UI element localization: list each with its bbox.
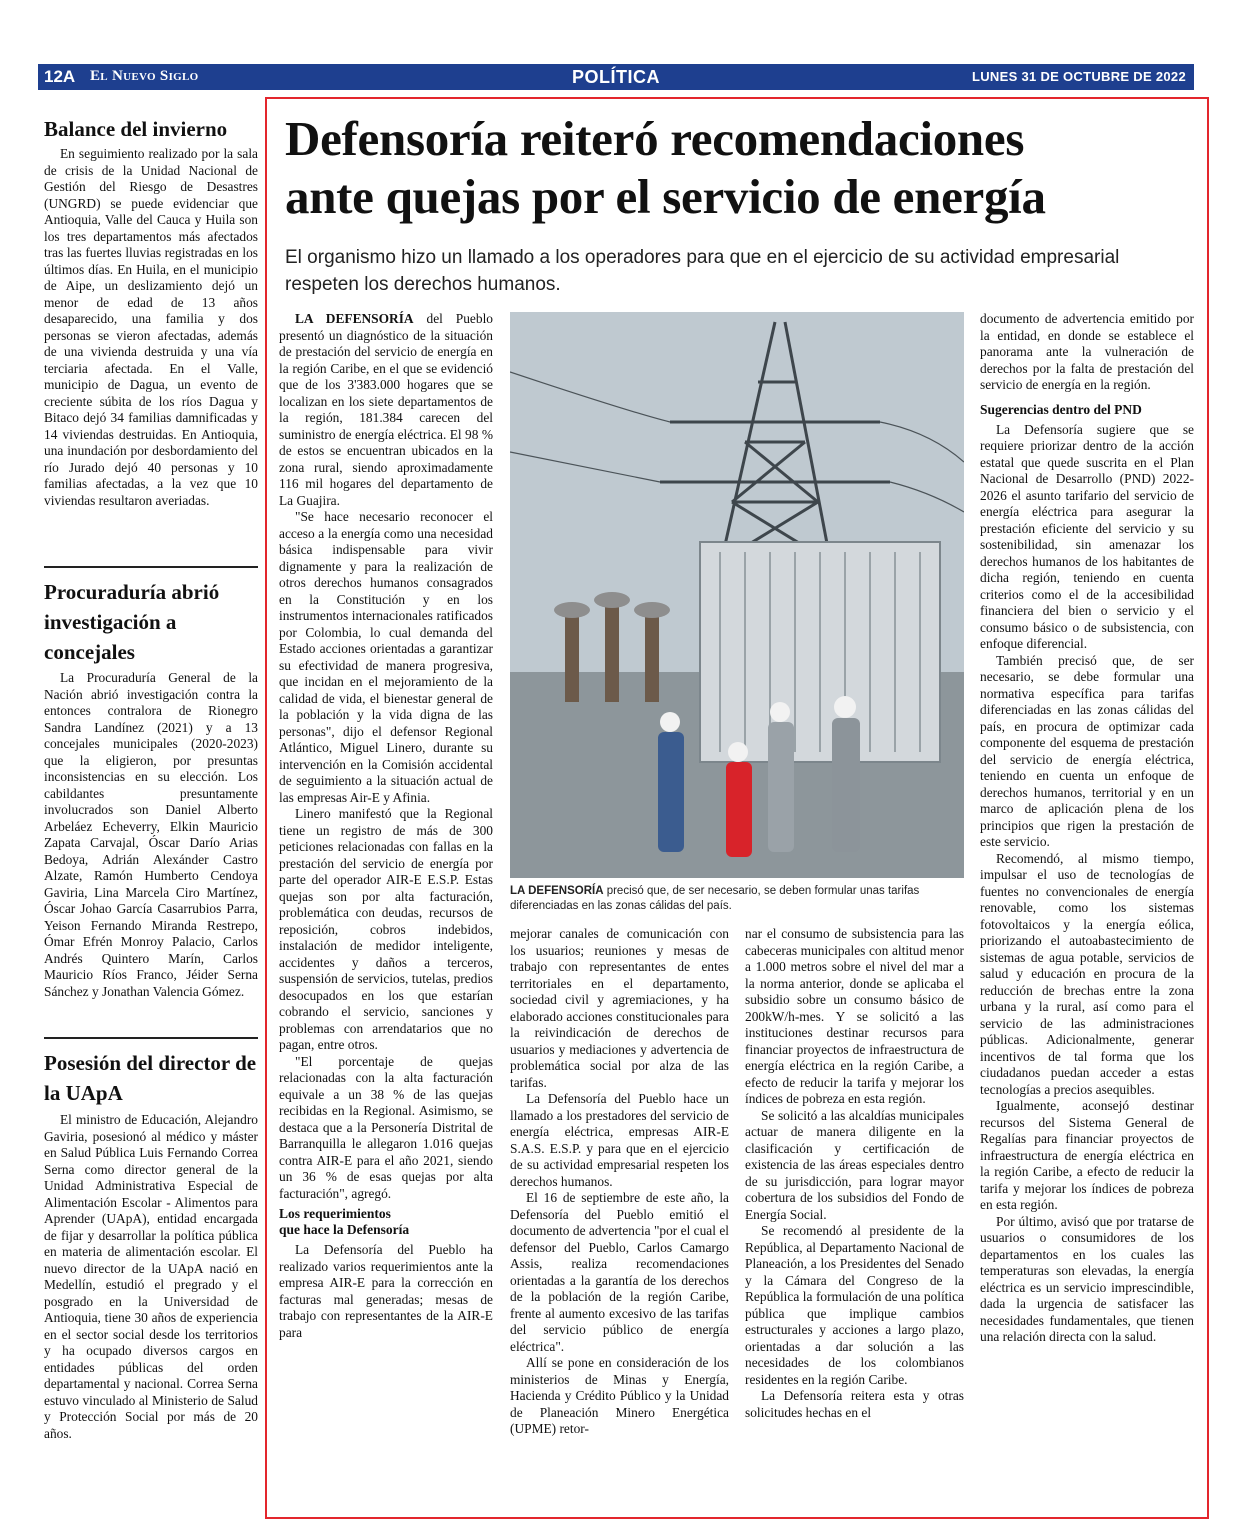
article-paragraph: La Defensoría del Pueblo ha realizado varios requerimientos ante la empresa AIR-E para la corrección en facturas mal generadas; mesas de trabajo con representantes de la AIR-E para: [279, 1242, 493, 1340]
article-column-3: [745, 926, 964, 1421]
article-paragraph: También precisó que, de ser necesario, se debe formular una normativa específica para tarifas diferenciadas en las zonas cálidas del país, en procura de optimizar cada componente del esquema de prestación del servicio de energía eléctrica, teniendo en cuenta un enfoque de derechos humanos, territorial y en un marco de aplicación plena de los principios que rigen la prestación de este servicio.: [980, 652, 1194, 849]
sidebar-paragraph: La Procuraduría General de la Nación abrió investigación contra la entonces contralora de Rionegro Sandra Landínez (2021) y a 13 concejales municipales (2020-2023) que la eligieron, por presuntas inconsistencias en su elección. Los cabildantes presuntamente involucrados son Daniel Alberto Arbeláez Echeverry, Elkin Mauricio Zapata Carvajal, Óscar Darío Arias Bedoya, Adrián Alexánder Castro Alzate, Ramón Humberto Cendoya Gaviria, Lina Marcela Ciro Martínez, Óscar Johao García Casarrubios Parra, Yeison Fernando Miranda Restrepo, Ómar Efrén Monroy Palacio, Carlos Andrés Quintero Marín, Carlos Mauricio Ríos Franco, Jéider Serna Sánchez y Jonathan Valencia Gómez.: [44, 670, 258, 999]
issue-date: LUNES 31 DE OCTUBRE DE 2022: [972, 69, 1186, 84]
newspaper-name: El Nuevo Siglo: [90, 68, 199, 84]
article-headline: [285, 110, 1185, 226]
article-paragraph: La Defensoría sugiere que se requiere priorizar dentro de la acción estatal que quede suscrita en el Plan Nacional de Desarrollo (PND) 2022- 2026 el asunto tarifario del servicio de energía eléctrica para asegurar la prestación eficiente del servicio y su sostenibilidad, sin amenazar los derechos humanos de los habitantes de dicha región, teniendo en cuenta criterios como el de la accesibilidad financiera del bien o servicio y el consumo básico o de subsistencia, con enfoque diferencial.: [980, 421, 1194, 651]
article-paragraph: Allí se pone en consideración de los ministerios de Minas y Energía, Hacienda y Crédito Público y la Unidad de Planeación Minero Energética (UPME) retor-: [510, 1355, 729, 1436]
section-name: POLÍTICA: [572, 67, 660, 87]
sidebar-title-procuraduria: Procuraduría abrió investigación a concejales: [44, 580, 220, 664]
sidebar-divider: [44, 1037, 258, 1039]
article-paragraph: "Se hace necesario reconocer el acceso a la energía como una necesidad básica indispensable para vivir dignamente y para la realización de otros derechos humanos consagrados en la Constitución y en los instrumentos internacionales ratificados por Colombia, lo cual demanda del Estado acciones orientadas a garantizar su efectividad de manera progresiva, que incidan en el mejoramiento de la calidad de vida, el bienestar general de la población y la vida digna de las personas", dijo el defensor Regional Atlántico, Miguel Linero, durante su intervención en la Comisión accidental de seguimiento a la situación actual de las empresas Air-E y Afinia.: [279, 509, 493, 805]
article-paragraph: Por último, avisó que por tratarse de usuarios o consumidores de los departamentos en los cuales las temperaturas son elevadas, la energía eléctrica es un servicio imprescindible, dada la urgencia de satisfacer las necesidades fundamentales, que tienen una relación directa con la salud.: [980, 1213, 1194, 1344]
sidebar-body-procuraduria: [44, 670, 258, 1000]
article-photo: [510, 312, 964, 878]
caption-lead-in: LA DEFENSORÍA: [510, 885, 604, 897]
subheading-pnd: Sugerencias dentro del PND: [980, 401, 1142, 417]
headline-line: Defensoría reiteró recomendaciones: [285, 111, 1025, 166]
photo-caption: [510, 884, 964, 914]
article-paragraph: Se solicitó a las alcaldías municipales actuar de manera diligente en la clasificación y certificación de existencia de las áreas especiales dentro de su jurisdicción, para lograr mayor cobertura de los subsidios del Fondo de Energía Social.: [745, 1107, 964, 1222]
sidebar-paragraph: En seguimiento realizado por la sala de crisis de la Unidad Nacional de Gestión del Riesgo de Desastres (UNGRD) se puede evidenciar que Antioquia, Valle del Cauca y Huila son los tres departamentos más afectados tras las fuertes lluvias registradas en los últimos días. En Huila, en el municipio de Aipe, un deslizamiento dejó un menor de edad de 13 años desaparecido, una familia y dos personas se vieron afectadas, además de una vivienda destruida y una vía terciaria afectada. En el Valle, municipio de Dagua, un evento de creciente súbita de los ríos Dagua y Bitaco dejó 34 familias damnificadas y 14 viviendas destruidas. En Antioquia, una inundación por desbordamiento del río Jurado dejó 40 personas y 10 familias afectadas, a la vez que 10 viviendas resultaron averiadas.: [44, 146, 258, 508]
article-paragraph: Igualmente, aconsejó destinar recursos del Sistema General de Regalías para financiar proyectos de infraestructura de energía eléctrica en la región Caribe, a efecto de reducir la tarifa y mejorar los índices de pobreza en esta región.: [980, 1098, 1194, 1212]
article-paragraph: La Defensoría reitera esta y otras solicitudes hechas en el: [745, 1388, 964, 1420]
article-paragraph: [279, 311, 493, 509]
article-paragraph: "El porcentaje de quejas relacionadas con la alta facturación equivale a un 38 % de las quejas recibidas en la Regional. Asimismo, se destaca que a la Personería Distrital de Barranquilla le allegaron 1.016 quejas contra AIR-E para el año 2021, siendo un 36 % de esas quejas por alta facturación", agregó.: [279, 1053, 493, 1201]
substation-illustration: [510, 312, 964, 878]
subheading-line: que hace la Defensoría: [279, 1222, 410, 1237]
article-paragraph: La Defensoría del Pueblo hace un llamado a los prestadores del servicio de energía eléctrica, empresas AIR-E S.A.S. E.S.P. y para que en el ejercicio de su actividad empresarial respeten los derechos humanos.: [510, 1091, 729, 1189]
sidebar-paragraph: El ministro de Educación, Alejandro Gaviria, posesionó al médico y máster en Salud Pública Luis Fernando Correa Serna como director general de la Unidad Administrativa Especial de Alimentación Escolar - Alimentos para Aprender (UApA), entidad encargada de fijar y desarrollar la política pública en materia de alimentación escolar. El nuevo director de la UApA nació en Medellín, estudió el pregrado y el posgrado en la Universidad de Antioquia, tiene 30 años de experiencia en el sector social desde los territorios y ha ocupado diversos cargos en entidades públicas del orden departamental y nacional. Correa Serna estuvo vinculado al Ministerio de Salud y Protección Social por más de 20 años.: [44, 1112, 258, 1441]
sidebar-divider: [44, 566, 258, 568]
article-paragraph: Se recomendó al presidente de la República, al Departamento Nacional de Planeación, a los Presidentes del Senado y la Cámara del Congreso de la República la formulación de una política pública que implique cambios estructurales y acciones a largo plazo, orientadas a dar solución a las necesidades de los colombianos residentes en la región Caribe.: [745, 1223, 964, 1387]
headline-line: ante quejas por el servicio de energía: [285, 169, 1046, 224]
article-paragraph: nar el consumo de subsistencia para las cabeceras municipales con altitud menor a 1.000 metros sobre el nivel del mar a la norma anterior, donde se aplicaba el subsidio sobre un consumo básico de 200kW/h-mes. Y se solicitó a las instituciones destinar recursos para financiar proyectos de infraestructura de energía eléctrica en la región Caribe, a efecto de reducir la tarifa y mejorar los índices de pobreza en esta región.: [745, 926, 964, 1106]
article-paragraph: El 16 de septiembre de este año, la Defensoría del Pueblo emitió el documento de advertencia "por el cual el defensor del Pueblo, Carlos Camargo Assis, realiza recomendaciones orientadas a la garantía de los derechos de la población de la región Caribe, frente al aumento excesivo de las tarifas del servicio público de energía eléctrica".: [510, 1190, 729, 1354]
sidebar-title-balance: Balance del invierno: [44, 117, 228, 141]
article-column-2: [510, 926, 729, 1438]
page-number: 12A: [44, 67, 76, 86]
article-paragraph: mejorar canales de comunicación con los usuarios; reuniones y mesas de trabajo con representantes de entes territoriales en el departamento, sociedad civil y agremiaciones, y ha elaborado acciones constitucionales para la reivindicación de derechos de usuarios y mediaciones y advertencia de problemática social por alza de las tarifas.: [510, 926, 729, 1090]
sidebar-title-uapa: Posesión del director de la UApA: [44, 1051, 257, 1105]
article-column-4: [980, 311, 1194, 1346]
article-paragraph: Linero manifestó que la Regional tiene un registro de más de 300 peticiones relacionadas con fallas en la prestación del servicio de energía por parte del operador AIR-E E.S.P. Estas quejas son por alta facturación, problemática con deudas, recursos de reposición, cobros indebidos, instalación de medidor inteligente, accidentes y daños a terceros, suspensión de servicios, tutelas, predios desocupados en los que estarían cobrando el servicio, sanciones y problemas con arrendatarios que no pagan, entre otros.: [279, 806, 493, 1052]
sidebar-body-uapa: [44, 1112, 258, 1442]
sidebar-body-balance: [44, 146, 258, 509]
article-column-1: [279, 311, 493, 1341]
article-lead-in: LA DEFENSORÍA: [295, 311, 414, 326]
paragraph-text: del Pueblo presentó un diagnóstico de la situación de prestación del servicio de energía en la región Caribe, en el que se evidenció que de los 3'383.000 hogares que se localizan en los siete departamentos de la región, 181.384 carecen del suministro de energía eléctrica. El 98 % de estos se encuentran ubicados en la zona rural, siendo aproximadamente 116 mil hogares del departamento de La Guajira.: [279, 311, 493, 508]
article-paragraph: documento de advertencia emitido por la entidad, en donde se establece el panorama ante la vulneración de derechos por la falta de prestación del servicio de energía en la región.: [980, 311, 1194, 392]
page-header-bar: [38, 64, 1194, 90]
caption-text: precisó que, de ser necesario, se deben formular unas tarifas diferenciadas en las zonas cálidas del país.: [510, 885, 920, 912]
subheading-line: Los requerimientos: [279, 1206, 391, 1221]
subheading-requerimientos: [279, 1206, 493, 1238]
article-paragraph: Recomendó, al mismo tiempo, impulsar el uso de tecnologías de fuentes no convencionales de energía renovable, como los sistemas fotovoltaicos y la energía eólica, priorizando el autoabastecimiento de sistemas de agua potable, servicios de salud y educación en procura de la reducción de brechas entre la zona urbana y la rural, así como para el servicio de las administraciones públicas. Adicionalmente, generar incentivos de tal forma que los ciudadanos puedan acceder a estas tecnologías a precios asequibles.: [980, 850, 1194, 1097]
article-subheadline: El organismo hizo un llamado a los operadores para que en el ejercicio de su actividad empresarial respeten los derechos humanos.: [285, 247, 1120, 295]
